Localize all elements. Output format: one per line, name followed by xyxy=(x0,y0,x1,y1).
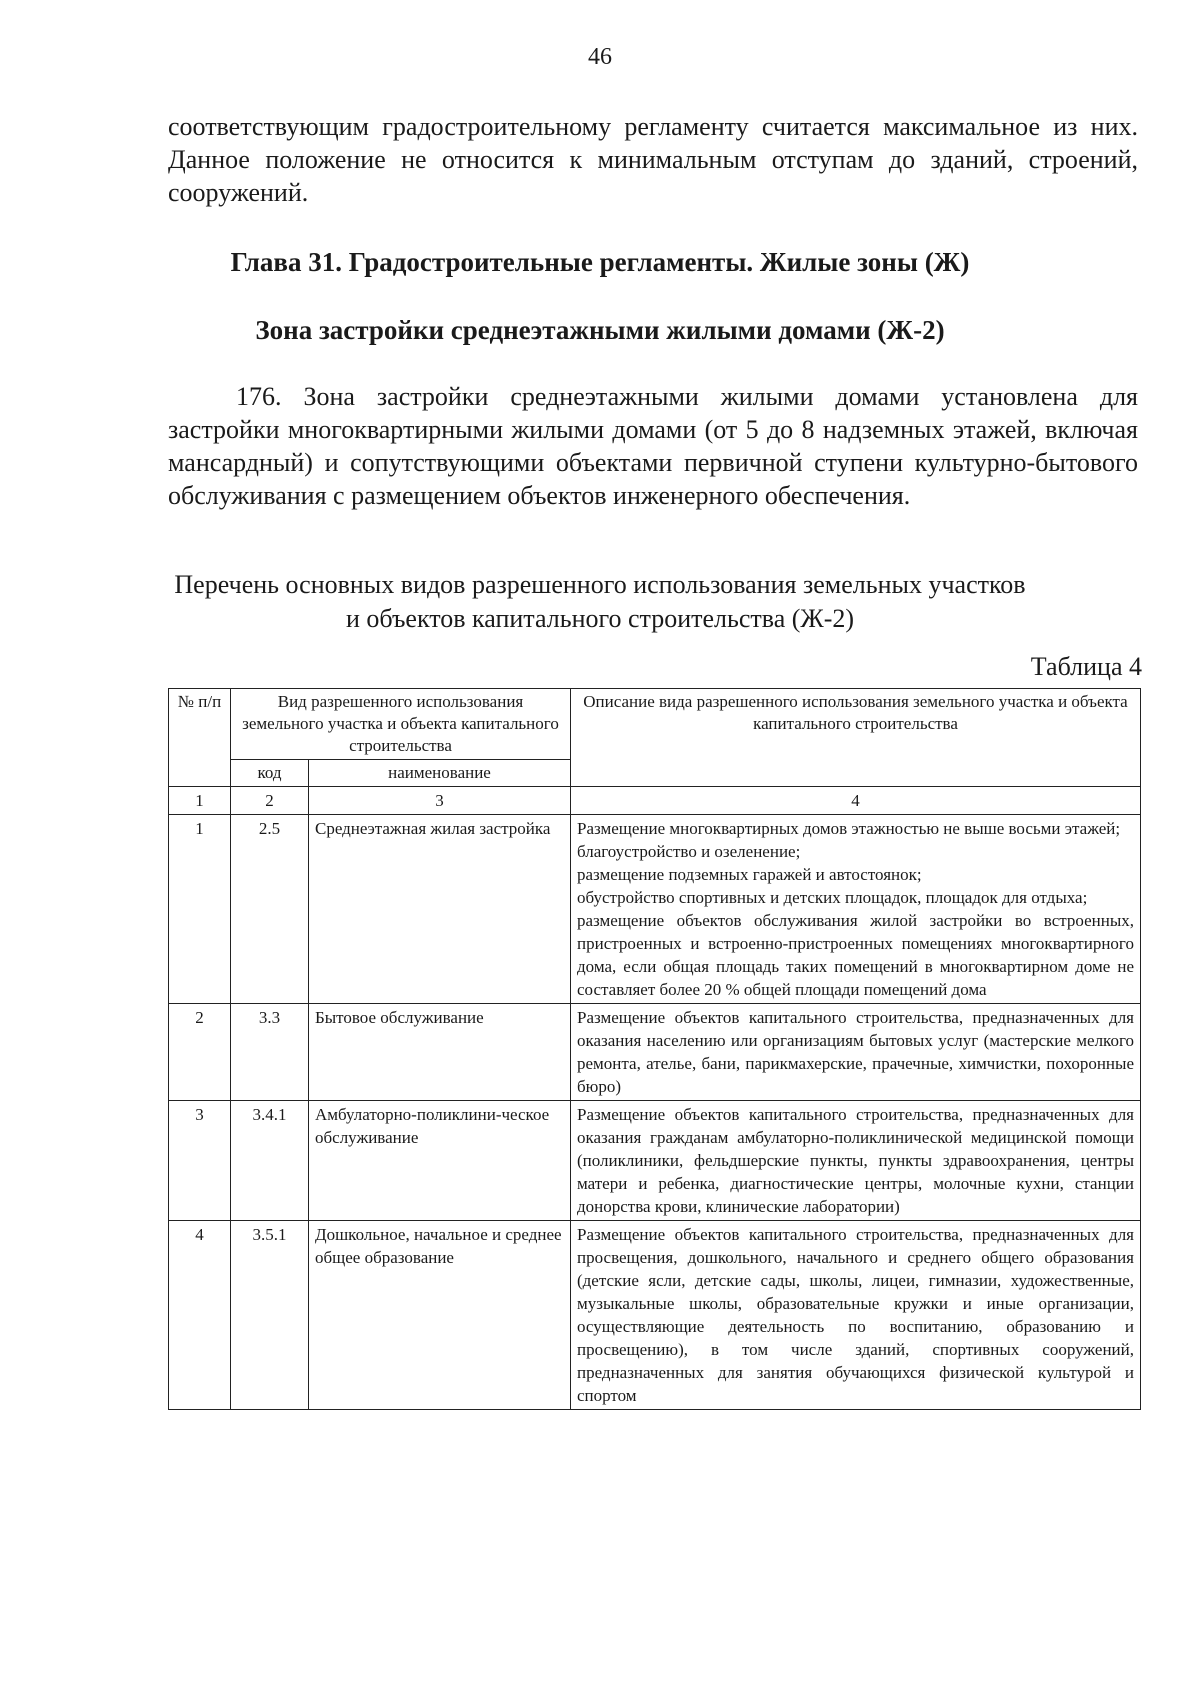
table-label: Таблица 4 xyxy=(1030,652,1142,681)
column-number: 3 xyxy=(309,787,571,815)
row-code: 3.4.1 xyxy=(231,1101,309,1221)
column-number: 2 xyxy=(231,787,309,815)
row-description: Размещение многоквартирных домов этажностью не выше восьми этажей; благоустройство и озеленение; размещение подземных гаражей и автостоянок; обустройство спортивных и детских площадок, площадок для отдыха; размещение объектов обслуживания жилой застройки во встроенных, пристроенных и встроенно-пристроенных помещениях многоквартирного дома, если общая площадь таких помещений в многоквартирном доме не составляет более 20 % общей площади помещений дома xyxy=(571,815,1141,1004)
intro-paragraph: соответствующим градостроительному регламенту считается максимальное из них. Данное положение не относится к минимальным отступам до зданий, строений, сооружений. xyxy=(168,112,1138,207)
zone-heading: Зона застройки среднеэтажными жилыми домами (Ж-2) xyxy=(255,315,945,345)
row-description: Размещение объектов капитального строительства, предназначенных для просвещения, дошкольного, начального и среднего общего образования (детские ясли, детские сады, школы, лицеи, гимназии, художественные, музыкальные школы, образовательные кружки и иные организации, осуществляющие деятельность по воспитанию, образованию и просвещению), в том числе зданий, спортивных сооружений, предназначенных для занятия обучающихся физической культурой и спортом xyxy=(571,1221,1141,1410)
header-use-type: Вид разрешенного использования земельного участка и объекта капитального строительства xyxy=(231,689,571,760)
column-number: 1 xyxy=(169,787,231,815)
list-title-line2: и объектов капитального строительства (Ж-2) xyxy=(345,604,855,633)
row-name: Среднеэтажная жилая застройка xyxy=(309,815,571,1004)
page-number: 46 xyxy=(588,44,612,70)
permitted-use-table xyxy=(168,688,1141,1410)
row-code: 3.5.1 xyxy=(231,1221,309,1410)
list-title-line1: Перечень основных видов разрешенного использования земельных участков xyxy=(174,570,1026,599)
row-code: 2.5 xyxy=(231,815,309,1004)
row-code: 3.3 xyxy=(231,1004,309,1101)
row-num: 3 xyxy=(169,1101,231,1221)
header-code: код xyxy=(231,760,309,787)
row-name: Бытовое обслуживание xyxy=(309,1004,571,1101)
header-description: Описание вида разрешенного использования земельного участка и объекта капитального строительства xyxy=(571,689,1141,787)
column-number-row xyxy=(169,787,1141,815)
row-num: 2 xyxy=(169,1004,231,1101)
chapter-heading: Глава 31. Градостроительные регламенты. Жилые зоны (Ж) xyxy=(230,247,970,277)
header-num: № п/п xyxy=(169,689,231,787)
row-name: Амбулаторно-поликлини-ческое обслуживание xyxy=(309,1101,571,1221)
row-num: 1 xyxy=(169,815,231,1004)
column-number: 4 xyxy=(571,787,1141,815)
paragraph-176: 176. Зона застройки среднеэтажными жилыми домами установлена для застройки многоквартирными жилыми домами (от 5 до 8 надземных этажей, включая мансардный) и сопутствующими объектами первичной ступени культурно-бытового обслуживания с размещением объектов инженерного обеспечения. xyxy=(168,382,1138,510)
table-row xyxy=(169,1004,1141,1101)
table-header-row xyxy=(169,689,1141,760)
row-description: Размещение объектов капитального строительства, предназначенных для оказания гражданам амбулаторно-поликлинической медицинской помощи (поликлиники, фельдшерские пункты, пункты здравоохранения, центры матери и ребенка, диагностические центры, молочные кухни, станции донорства крови, клинические лаборатории) xyxy=(571,1101,1141,1221)
row-description: Размещение объектов капитального строительства, предназначенных для оказания населению или организациям бытовых услуг (мастерские мелкого ремонта, ателье, бани, парикмахерские, прачечные, химчистки, похоронные бюро) xyxy=(571,1004,1141,1101)
list-title xyxy=(0,568,1200,636)
table-row xyxy=(169,1101,1141,1221)
row-num: 4 xyxy=(169,1221,231,1410)
table-row xyxy=(169,815,1141,1004)
table-row xyxy=(169,1221,1141,1410)
header-name: наименование xyxy=(309,760,571,787)
row-name: Дошкольное, начальное и среднее общее образование xyxy=(309,1221,571,1410)
